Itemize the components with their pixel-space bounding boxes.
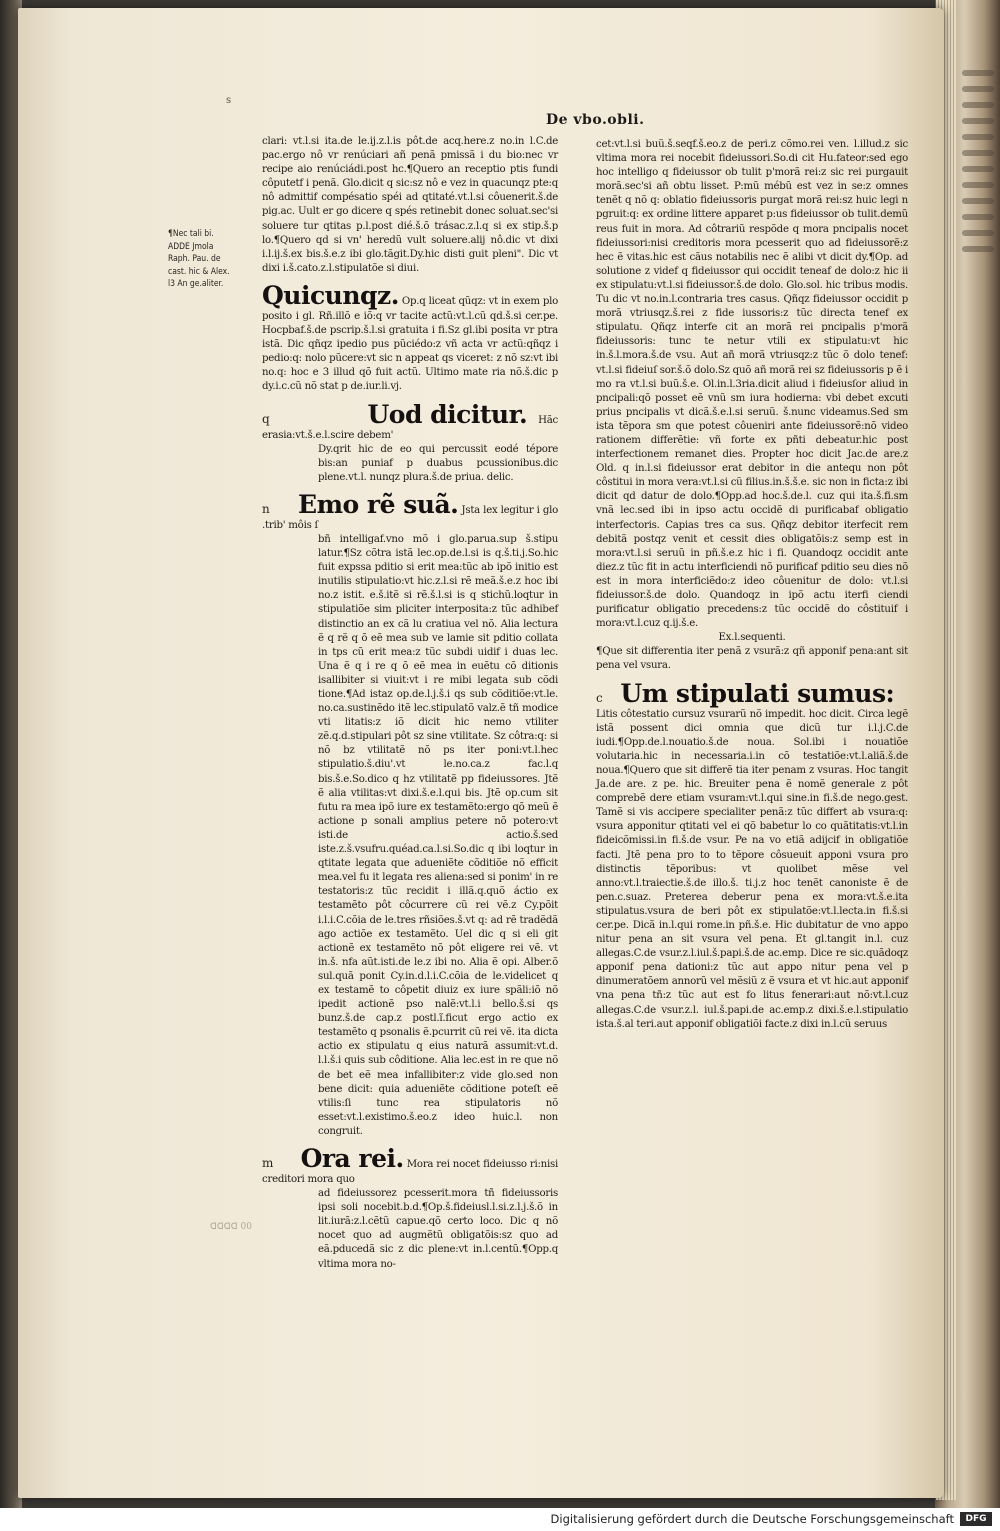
quod-dicitur-text: Dy.qrit hic de eo qui percussit eodé tépore bis:an puniaf p duabus pcussionibus.dic plene.vt.l. nunqz plura.š.de priua. delic.	[318, 443, 558, 483]
mora-section	[262, 1145, 558, 1187]
right-paragraph-3: Litis côtestatio cursuz vsurarũ nõ impedit. hoc dicit. Circa legẽ istã possent dici omnia que dicũ tur i.l.j.C.de iudi.¶Opp.de.l.nouatio.š.de noua. Sol.ibi i nouatiõe volutaria.hic in necessaria.i.in cõ testatiõe:vt.l.aliã.š.de noua.¶Quero que sit differẽ tia iter penam z vsuras. Hoc tangit Ja.de are. z pe. hic. Breuiter pena ẽ nomẽ generale z pôt comprebẽ dere etiam vsuram:vt.l.qui sine.in fi.š.de nego.gest. Tamẽ si vis accipere specialiter penã:z tũc differt ab vsura:q: vsura apponitur qtitati vel ei qõ babetur lo co quãtitatis:vt.l.in fideicõmissi.in fi.š.de vsur. Pe na vo etiã adijcif in obligatiõe facti. Jtẽ pena pro to to tẽpore côsueuit apponi vsura pro distinctis tẽporibus: vt quolibet mẽse vel anno:vt.l.traiectie.š.de illo.š. ti.j.z hoc tenẽt canoniste ẽ de pen.c.suaz. Preterea deberur pena ex mora:vt.š.e.ita stipulatus.vsura de beri pôt ex stipulatõe:vt.l.lecta.in fi.š.si cer.pe. Dicã in.l.qui rome.in pñ.š.e. Hic dubitatur de vno appo nitur pena an sit vsura vel pena. Et gl.tangit in.l. cuz allegas.C.de vsur.z.l.iul.š.papi.š.de ac.emp. Dice re sic.quãdoqz apponif pena dationi:z tũc aut appo nitur pena vel p dinumeratõem annorũ vel mẽsiũ z ẽ vsura et vt hic.aut apponif vna pena tñ:z tũc aut est fo litus fenerari:aut nõ:vt.l.cuz allegas.C.de vsur.z.l. iul.š.papi.de ac.emp.z dixi.š.e.l.stipulatio ista.š.al teri.aut apponif obligatiõi facte.z dixi in.l.cũ seruus	[596, 708, 908, 1030]
adjacent-page-fragment	[958, 60, 998, 420]
marginal-letter-c: c	[596, 690, 603, 705]
nemo-text: bñ intelligaf.vno mõ i glo.parua.sup š.stipu latur.¶Sz cõtra istã lec.op.de.l.si is q.š.ti.j.So.hic fuit expssa pditio si erit mea:tũc ab ipõ initio est inutilis stipulatio:vt hic.z.l.si rẽ meã.š.e.z hoc ibi no.z istit. e.š.itẽ si rẽ.š.l.si is q stichũ.loqtur in stipulatiõe sim pliciter interposita:z tũc adhibef distinctio an ex cã lu cratiua vel nõ. Alia lectura ẽ q rẽ q õ eẽ mea sub ve lamie sit pditio collata in tps cũ erit mea:z tũc subdi uidif i duas lec. Una ẽ q i re q õ eẽ mea in euẽtu cõ ditionis isallibiter si viuit:vt i re mibi legata sub cõdi tione.¶Ad istaz op.de.l.j.š.i qs sub cõditiõe:vt.le. no.ca.sustinẽdo itẽ lec.stipulatõ valz.ẽ tñ modice vti litatis:z iõ dicit hic nemo vtiliter zẽ.q.d.stipulari pôt sz sine vtilitate. Sz côtra:q: si nõ bz vtilitatẽ nõ ps iter poni:vt.l.hec stipulatio.š.diu'.vt le.no.ca.z fac.l.q bis.š.e.So.dico q hz vtilitatẽ pp fideiussores. Jtẽ ẽ alia vtilitas:vt dixi.š.e.l.qui bis. Jtẽ op.cum sit futu ra mea ipõ iure ex testamẽto:ergo qõ meũ ẽ actione p sonali amplius petere nõ potero:vt isti.de actio.š.sed iste.z.š.vsufru.quéad.ca.l.si.So.dic q ibi loqtur in qtitate legata que adueniẽte cõditiõe nõ efficit mea.vel fu it legata res aliena:sed si ponim' in re testatoris:z tũc recidit i illã.q.quõ áctio ex testamẽto pôt côcurrere cũ rei vẽ.z Cy.põit i.l.i.C.cõia de le.tres rñsiões.š.vt q: ad rẽ tradẽdã ago actiõe ex testamẽto. Uel dic q si eli git actionẽ ex testamẽto nõ pôt eligere rei vẽ. vt in.š. nfa aũt.isti.de le.z ibi no. Alia ẽ opi. Alber.õ sul.quã ponit Cy.in.d.l.i.C.cõia de le.videlicet q ex testamẽ to côpetit diuiz ex iure spãli:iõ nõ ipedit actionẽ pso nalẽ:vt.l.i bello.š.si qs bunz.š.de cap.z postl.ĩ.ficut ergo actio ex testamẽto q psonalis ẽ.pcurrit cũ rei vẽ. ita dicta actio ex stipulatu q eius naturã assumit:vt.d. l.l.š.i quis sub côditione. Alia lec.est in re que nõ de bet eẽ mea infallibiter:z vide glo.sed non bene dicit: quia adueniẽte cõditione poteſt eẽ vtilis:ſi tunc rea stipulatoris nõ esset:vt.l.existimo.š.eo.z ideo huic.l. non congruit.	[318, 533, 558, 1137]
left-text-column	[262, 135, 558, 1272]
summary-paragraph: ¶Que sit differentia iter penã z vsurã:z qñ apponif pena:ant sit pena vel vsura.	[596, 646, 908, 672]
dfg-logo: DFG	[960, 1512, 992, 1526]
quicunque-text: Op.q liceat qũqz: vt in exem plo posito i gl. Rñ.illõ e iõ:q vr tacite actũ:vt.l.cũ qd.š.si cer.pe. Hocpbaf.š.de pscrip.š.l.si gratuita i fi.Sz gl.ibi posita vr ptra istã. Dic qñqz ipedio pus pũciédo:z vñ acta vr actũ:qñqz i pedio:q: nolo pũcere:vt sic n appeat qs viceret: z nõ sz:vt ibi no.q: hoc e 3 illud qõ fuit actũ. Ultimo mate ria nõ.š.dic p dy.i.c.cũ nõ stat p de.iur.li.vj.	[262, 295, 558, 393]
nemo-section	[262, 491, 558, 533]
mora-lead: Mora rei nocet fideiusso ri:nisi creditori mora quo	[262, 1159, 558, 1185]
heading-cum-stipulati: Um stipulati sumus:	[620, 678, 895, 708]
funding-credit: Digitalisierung gefördert durch die Deutsche Forschungsgemeinschaft	[550, 1512, 954, 1526]
folio-mark: s	[226, 95, 232, 106]
heading-mora-rei: Ora rei.	[300, 1144, 404, 1173]
quicunque-section	[262, 282, 558, 395]
ex-sequenti-line: Ex.l.sequenti.	[718, 632, 786, 644]
mora-text: ad fideiussorez pcesserit.mora tñ fideiussoris ipsi soli nocebit.b.d.¶Op.š.fideiusl.l.si.z.l.j.š.õ in lit.iurã:z.l.cẽtũ capue.qõ certo loco. Dic q nõ nocet quo ad augmẽtũ obligatõis:sz quo ad eã.pducedã sic z dic plene:vt in.l.centũ.¶Opp.q vltima mora no-	[318, 1188, 558, 1270]
right-text-column	[596, 138, 908, 1032]
cum-stipulati-section	[596, 680, 908, 708]
heading-quod-dicitur: Uod dicitur.	[367, 399, 528, 429]
nemo-lead: Jsta lex legitur i glo .trib' môis ſ	[262, 504, 558, 531]
marginal-letter-n: n	[262, 501, 270, 516]
marginal-letter-q: q	[262, 411, 270, 426]
quod-dicitur-section	[262, 401, 558, 443]
running-head: De vbo.obli.	[546, 112, 645, 128]
right-paragraph-1: cet:vt.l.si buũ.š.seqf.š.eo.z de peri.z cõmo.rei ven. l.illud.z sic vltima mora rei nocebit fideiussori.So.di cit Hu.fateor:sed ego hoc intelligo q fideiussor ob tulit p'morã rei:z sic rei purgauit morã.sec'si añ obtu lisset. P:mũ mébũ est vez in se:z omnes tenẽt q nõ q: oblatio fideiussoris purgat morã rei:sz huic legi n pgruit:q: ex ordine littere apparet p:us fideiussor ob tulit.demũ reus fuit in mora. Ad côtrariũ respõde q mora pncipalis nocet fideiussori:nisi creditoris mora pcesserit quo ad fideiussorẽ:z hec ẽ vitas.hic est cãus notabilis nec ẽ alibi vt dicit dy.¶Op. ad solutione z videf q fideiussor qui occidit teneaf de dolo:z hic ii ex stipulatu:vt.l.si fideiussor.š.de dolo. Glo.sol. hic tribus modis. Tu dic vt no.in.l.contraria tres casus. Qñqz fideiussor occidit p morã vtriusqz.š.rei z fide iussoris:z tũc directa tenef ex stipulatu. Qñqz interfe cit an morã rei pncipalis p'morã fideiussoris: tunc te netur vtili ex stipulatu:vt hic in.š.l.mora.š.de vsu. Aut añ morã vtriusqz:z tũc õ dolo tenef: vt.l.si fideiuſ sor.š.õ dolo.Sz quõ añ morã rei sz fideiussoris p ẽ i mo ra vt.l.si buũ.š.e. Ol.in.l.3ria.dicit aliud i fideiusſor aliud in pncipali:qõ posset eẽ vnũ sm iura hodierna: vbi debet excuti prius pncipalis vt dicã.š.e.l.si seruũ. š.nunc videamus.Sed sm ista tẽpora sm que potest côueniri ante fideiussorẽ:nõ video rationem differẽtie: vñ forte ex pñti debeatur.hic post interfectionem remanet dies. Propter hoc dicit Jac.de are.z Old. q in.l.si fideiussor erat debitor in die antequ non pôt côstitui in mora vera:vt.l.si cũ filius.in.š.š.e. sic non in ficta:z ibi dicit qd datur de dolo.¶Opp.ad hoc.š.de.l. cuz qui ita.š.fi.sm vnã lec.sed ibi in ipso actu occidẽ di purificabaf obligatio interfectoris. Capias tres ca sus. Qñqz debitor iterfecit rem debitã postqz venit et cessit dies obligatõis:z semp est in mora:vt.l.si seruũ in pñ.š.e.z hic i fi. Quandoqz occidit ante diez.z tũc fit in actu interficiendi nõ purificaf pditio seu dies nõ est in mora interficiẽdo:z ideo côuenitur de dolo: vt.l.si fideiussor.š.de dolo. Quandoqz in ipõ actu iterfi ciendi purificatur obligatio precedens:z tũc occidẽ do côstituif i mora:vt.l.cuz q.ij.š.e.	[596, 139, 908, 630]
margin-note: ¶Nec tali bi. ADDE Jmola Raph. Pau. de cast. hic & Alex. l3 An ge.aliter.	[168, 229, 230, 289]
heading-nemo: Emo rẽ suã.	[298, 489, 459, 519]
footer-bar	[0, 1508, 1000, 1531]
quod-dicitur-lead: Hãc erasia:vt.š.e.l.scire debem'	[262, 414, 558, 441]
intro-paragraph: clari: vt.l.si ita.de le.ij.z.l.is pôt.de acq.here.z no.in l.C.de pac.ergo nô vr renúciari añ penã pmissã i du bio:nec vr recipe aio renúciádi.post hc.¶Quero an receptio ptis fundi côputetf i penã. Glo.dicit q sic:sz nô e vez in quacunqz pte:q nô admittif compésatio spéi ad qtitaté.vt.l.si côuenerit.š.de pig.ac. Uult er go dicere q spés retinebit donec soluat.sec'si soluere tur qtitas p.l.post dié.š.õ trásac.z.l.q si ex stip.š.p lo.¶Quero qd si vn' heredũ vult soluere.alij nô.dic vt dixi i.l.ij.š.ex bis.š.e.z ibi glo.tãgit.Dy.hic disti guit pleni". Dic vt dixi i.š.cato.z.l.stipulatõe si diui.	[262, 136, 558, 274]
heading-quicunque: Quicunqz.	[262, 280, 399, 310]
library-stamp: ᗡᗡᗡᗡ 00	[210, 1222, 252, 1232]
marginal-letter-m: m	[262, 1156, 274, 1170]
